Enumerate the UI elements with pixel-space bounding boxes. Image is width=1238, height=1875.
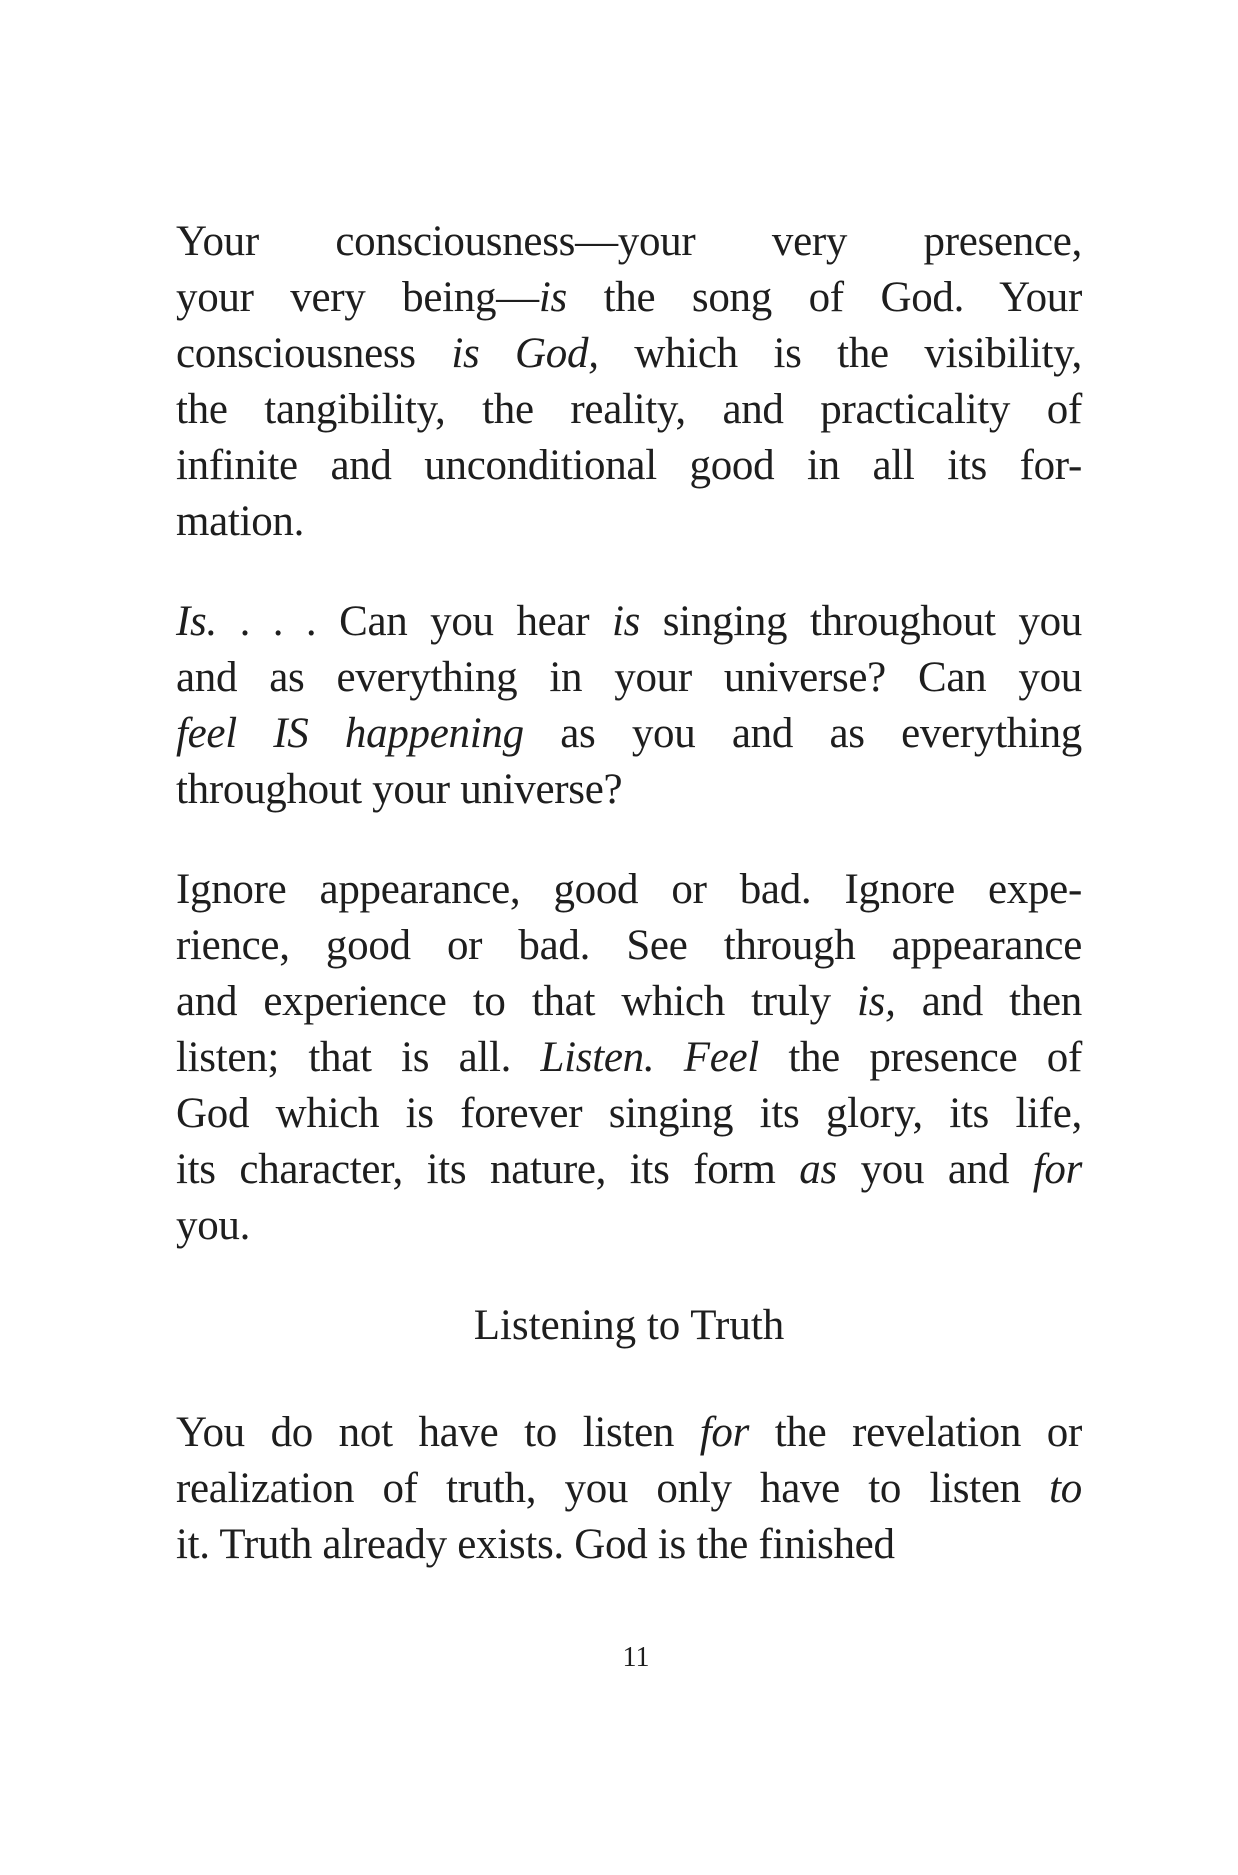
text-run: God which is forever singing its glory, its life, (176, 1090, 1082, 1137)
text-line (176, 1086, 1082, 1142)
text-run: singing throughout you (640, 598, 1082, 645)
text-line (176, 594, 1082, 650)
text-run: listen; that is all. (176, 1034, 541, 1081)
text-run: the revelation or (749, 1409, 1082, 1456)
text-run: realization of truth, you only have to listen (176, 1465, 1050, 1512)
italic-text: Is. (176, 598, 217, 645)
section-heading: Listening to Truth (473, 1302, 785, 1349)
text-run: You do not have to listen (176, 1409, 700, 1456)
text-line (176, 650, 1082, 706)
italic-text: as (799, 1146, 837, 1193)
text-line (176, 1517, 1082, 1573)
text-line (176, 762, 1082, 818)
italic-text: is God, (451, 330, 599, 377)
text-run: which is the visibility, (598, 330, 1082, 377)
text-run: throughout your universe? (176, 766, 623, 813)
italic-text: Listen. Feel (540, 1034, 759, 1081)
text-line (176, 974, 1082, 1030)
text-run: and experience to that which truly (176, 978, 858, 1025)
italic-text: feel IS happening (176, 710, 524, 757)
text-line (176, 382, 1082, 438)
italic-text: for (1032, 1146, 1083, 1193)
text-line (176, 1030, 1082, 1086)
italic-text: is (538, 274, 567, 321)
text-line (176, 438, 1082, 494)
text-line (176, 1142, 1082, 1198)
text-run: Ignore appearance, good or bad. Ignore expe- (176, 866, 1082, 913)
text-line (176, 862, 1082, 918)
italic-text: for (699, 1409, 750, 1456)
text-line (176, 1461, 1082, 1517)
text-line (176, 326, 1082, 382)
text-run: the presence of (758, 1034, 1082, 1081)
text-run: mation. (176, 498, 305, 545)
page-number: 11 (622, 1642, 650, 1673)
text-run: infinite and unconditional good in all its for- (176, 442, 1082, 489)
text-run: the song of God. Your (566, 274, 1082, 321)
text-run: it. Truth already exists. God is the finished (176, 1521, 895, 1568)
italic-text: is, (857, 978, 896, 1025)
text-run: and then (895, 978, 1082, 1025)
text-run: the tangibility, the reality, and practicality of (176, 386, 1082, 433)
text-run: . . . Can you hear (216, 598, 612, 645)
text-line (176, 494, 1082, 550)
text-line (176, 270, 1082, 326)
text-line (176, 1198, 1082, 1254)
text-line (176, 918, 1082, 974)
text-run: your very being— (176, 274, 539, 321)
text-run: rience, good or bad. See through appearance (176, 922, 1082, 969)
text-run: Your consciousness—your very presence, (176, 218, 1082, 265)
text-run: and as everything in your universe? Can you (176, 654, 1082, 701)
text-run: you and (836, 1146, 1033, 1193)
italic-text: to (1049, 1465, 1082, 1512)
text-line (176, 706, 1082, 762)
text-run: its character, its nature, its form (176, 1146, 800, 1193)
text-run: consciousness (176, 330, 452, 377)
text-line (176, 1405, 1082, 1461)
text-run: as you and as everything (523, 710, 1082, 757)
text-run: you. (176, 1202, 251, 1249)
italic-text: is (611, 598, 641, 645)
text-line (176, 214, 1082, 270)
